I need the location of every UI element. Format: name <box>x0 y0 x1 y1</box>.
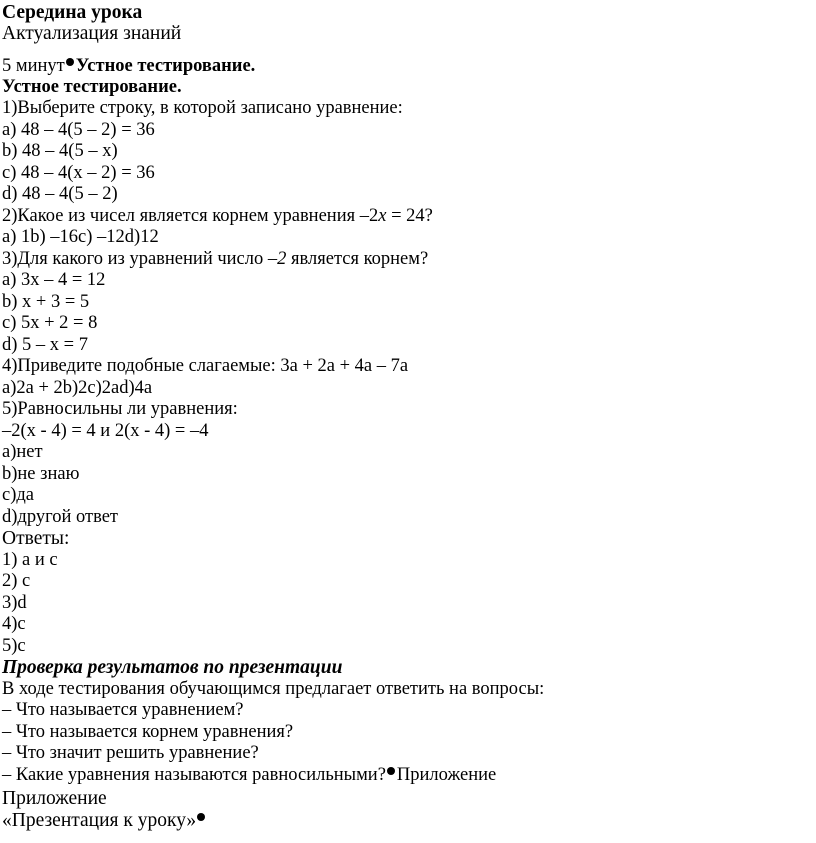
answer-item: 5)c <box>2 636 26 656</box>
answer-item: 3)d <box>2 593 27 613</box>
option-line: d)другой ответ <box>2 507 118 527</box>
question-text: Для какого из уравнений число <box>17 249 268 269</box>
question-text: = 24? <box>386 206 433 226</box>
question-1 <box>2 98 403 119</box>
option-line: b) x + 3 = 5 <box>2 292 90 312</box>
bullet-icon <box>197 813 205 821</box>
question-text: Какое из чисел является корнем уравнения –2 <box>17 206 379 226</box>
option-line: c)да <box>2 485 34 505</box>
option-line: a)нет <box>2 442 43 462</box>
bullet-icon <box>66 58 74 66</box>
stage-time: 5 минут <box>2 56 65 76</box>
question-2 <box>2 206 433 227</box>
section-subtitle: Актуализация знаний <box>2 23 182 44</box>
presentation-line <box>2 810 207 831</box>
option-line: a) 3x – 4 = 12 <box>2 270 106 290</box>
check-intro: В ходе тестирования обучающимся предлагает ответить на вопросы: <box>2 679 545 699</box>
option-line: c) 48 – 4(x – 2) = 36 <box>2 163 155 183</box>
appendix-label: Приложение <box>2 788 107 809</box>
question-text: Равносильны ли уравнения: <box>17 399 238 419</box>
question-text: является корнем? <box>286 249 429 269</box>
answer-item: 2) c <box>2 571 31 591</box>
question-number: 5) <box>2 399 18 419</box>
check-item: – Что значит решить уравнение? <box>2 743 259 763</box>
option-line: d) 48 – 4(5 – 2) <box>2 184 118 204</box>
question-value: –2 <box>267 249 287 269</box>
question-5 <box>2 399 238 420</box>
option-line: b) 48 – 4(5 – x) <box>2 141 118 161</box>
option-line: d) 5 – x = 7 <box>2 335 88 355</box>
option-line: b)не знаю <box>2 464 80 484</box>
question-4 <box>2 356 408 377</box>
section-title: Середина урока <box>2 2 143 23</box>
question-text: Выберите строку, в которой записано уравнение: <box>17 98 403 118</box>
presentation-link: «Презентация к уроку» <box>2 810 197 831</box>
answers-heading: Ответы: <box>2 528 70 549</box>
options-line: a)2a + 2b)2c)2ad)4a <box>2 378 153 398</box>
check-item-last <box>2 765 496 786</box>
question-3 <box>2 249 428 270</box>
answer-item: 4)c <box>2 614 26 634</box>
check-item-text: – Какие уравнения называются равносильными? <box>2 765 386 785</box>
question-number: 3) <box>2 249 18 269</box>
equation-line: –2(x - 4) = 4 и 2(x - 4) = –4 <box>2 421 209 441</box>
option-line: a) 48 – 4(5 – 2) = 36 <box>2 120 155 140</box>
question-number: 2) <box>2 206 18 226</box>
question-number: 1) <box>2 98 18 118</box>
options-line: a) 1b) –16c) –12d)12 <box>2 227 159 247</box>
question-variable: x <box>378 206 387 226</box>
option-line: c) 5x + 2 = 8 <box>2 313 98 333</box>
answer-item: 1) a и c <box>2 550 58 570</box>
check-heading: Проверка результатов по презентации <box>2 657 343 678</box>
question-text: Приведите подобные слагаемые: 3a + 2a + 4a – 7a <box>17 356 409 376</box>
stage-title-inline: Устное тестирование. <box>75 56 256 76</box>
stage-line <box>2 56 255 77</box>
stage-title: Устное тестирование. <box>2 77 182 97</box>
question-number: 4) <box>2 356 18 376</box>
bullet-icon <box>387 767 395 775</box>
check-item: – Что называется уравнением? <box>2 700 244 720</box>
check-item: – Что называется корнем уравнения? <box>2 722 294 742</box>
appendix-inline: Приложение <box>396 765 497 785</box>
